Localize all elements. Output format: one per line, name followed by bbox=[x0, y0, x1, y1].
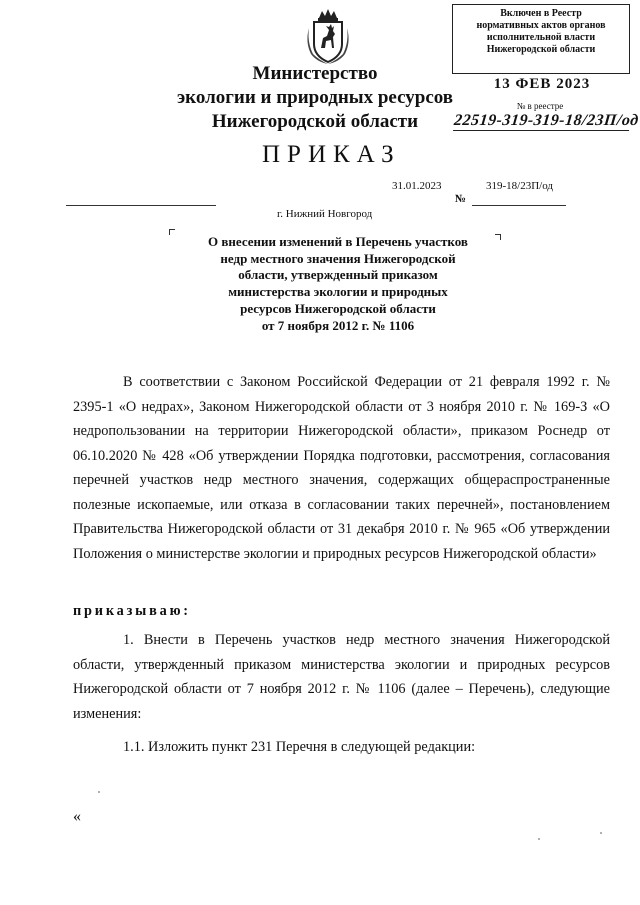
opening-quote: « bbox=[73, 808, 81, 825]
scan-speck bbox=[600, 832, 602, 834]
item-1-1-paragraph bbox=[73, 735, 610, 760]
ministry-line-1: Министерство bbox=[252, 63, 378, 84]
stamp-line-1: Включен в Реестр bbox=[500, 8, 582, 19]
city: г. Нижний Новгород bbox=[277, 208, 373, 220]
stamp-line-3: исполнительной власти bbox=[486, 32, 596, 43]
date-underline bbox=[66, 205, 216, 206]
order-number: 319-18/23П/од bbox=[486, 180, 553, 192]
stamp-date: 13 ФЕВ 2023 bbox=[493, 76, 591, 92]
preamble-text: В соответствии с Законом Российской Федерации от 21 февраля 1992 г. № 2395-1 «О недрах», Законом Нижегородской области от 3 ноября 2010 г. № 169-З «О недропользовании на территории Нижегородской области», приказом Роснедр от 06.10.2020 № 428 «Об утверждении Порядка подготовки, рассмотрения, согласования перечней участков недр местного значения, содержащих общераспространенные полезные ископаемые, или отказа в согласовании таких перечней», постановлением Правительства Нижегородской области от 31 декабря 2010 г. № 965 «Об утверждении Положения о министерстве экологии и природных ресурсов Нижегородской области» bbox=[73, 374, 610, 562]
stamp-registry-number: 22519-319-319-18/23П/од bbox=[453, 112, 640, 129]
subject-line-6: от 7 ноября 2012 г. № 1106 bbox=[261, 317, 415, 333]
subject-line-1: О внесении изменений в Перечень участков bbox=[208, 234, 468, 249]
order-date: 31.01.2023 bbox=[392, 180, 442, 192]
subject-line-2: недр местного значения Нижегородской bbox=[220, 250, 456, 266]
coat-of-arms-emblem bbox=[305, 8, 351, 66]
item-1-text: 1. Внести в Перечень участков недр местного значения Нижегородской области, утвержденный приказом министерства экологии и природных ресурсов Нижегородской области от 7 ноября 2012 г. № 1106 (далее – Перечень), следующие изменения: bbox=[73, 632, 610, 722]
stamp-line-2: нормативных актов органов bbox=[476, 20, 606, 31]
scan-speck bbox=[98, 791, 100, 793]
order-title: ПРИКАЗ bbox=[262, 141, 401, 168]
item-1-1-text: 1.1. Изложить пункт 231 Перечня в следующей редакции: bbox=[123, 739, 476, 755]
ministry-line-3: Нижегородской области bbox=[211, 111, 419, 132]
subject-corner-left bbox=[169, 229, 175, 235]
subject-line-4: министерства экологии и природных bbox=[228, 284, 448, 300]
subject-line-3: области, утвержденный приказом bbox=[238, 267, 438, 283]
stamp-registry-label: № в реестре bbox=[516, 101, 564, 111]
subject-corner-right bbox=[495, 234, 501, 240]
number-underline bbox=[472, 205, 566, 206]
order-subject bbox=[190, 234, 486, 334]
subject-line-5: ресурсов Нижегородской области bbox=[240, 300, 436, 316]
registry-stamp bbox=[452, 4, 630, 74]
ministry-name bbox=[150, 62, 480, 134]
item-1-paragraph bbox=[73, 628, 610, 726]
order-word: приказываю: bbox=[73, 603, 191, 619]
number-sign: № bbox=[455, 193, 467, 205]
ministry-line-2: экологии и природных ресурсов bbox=[176, 87, 454, 108]
scan-speck bbox=[538, 838, 540, 840]
preamble-paragraph bbox=[73, 370, 610, 566]
stamp-line-4: Нижегородской области bbox=[486, 44, 596, 55]
